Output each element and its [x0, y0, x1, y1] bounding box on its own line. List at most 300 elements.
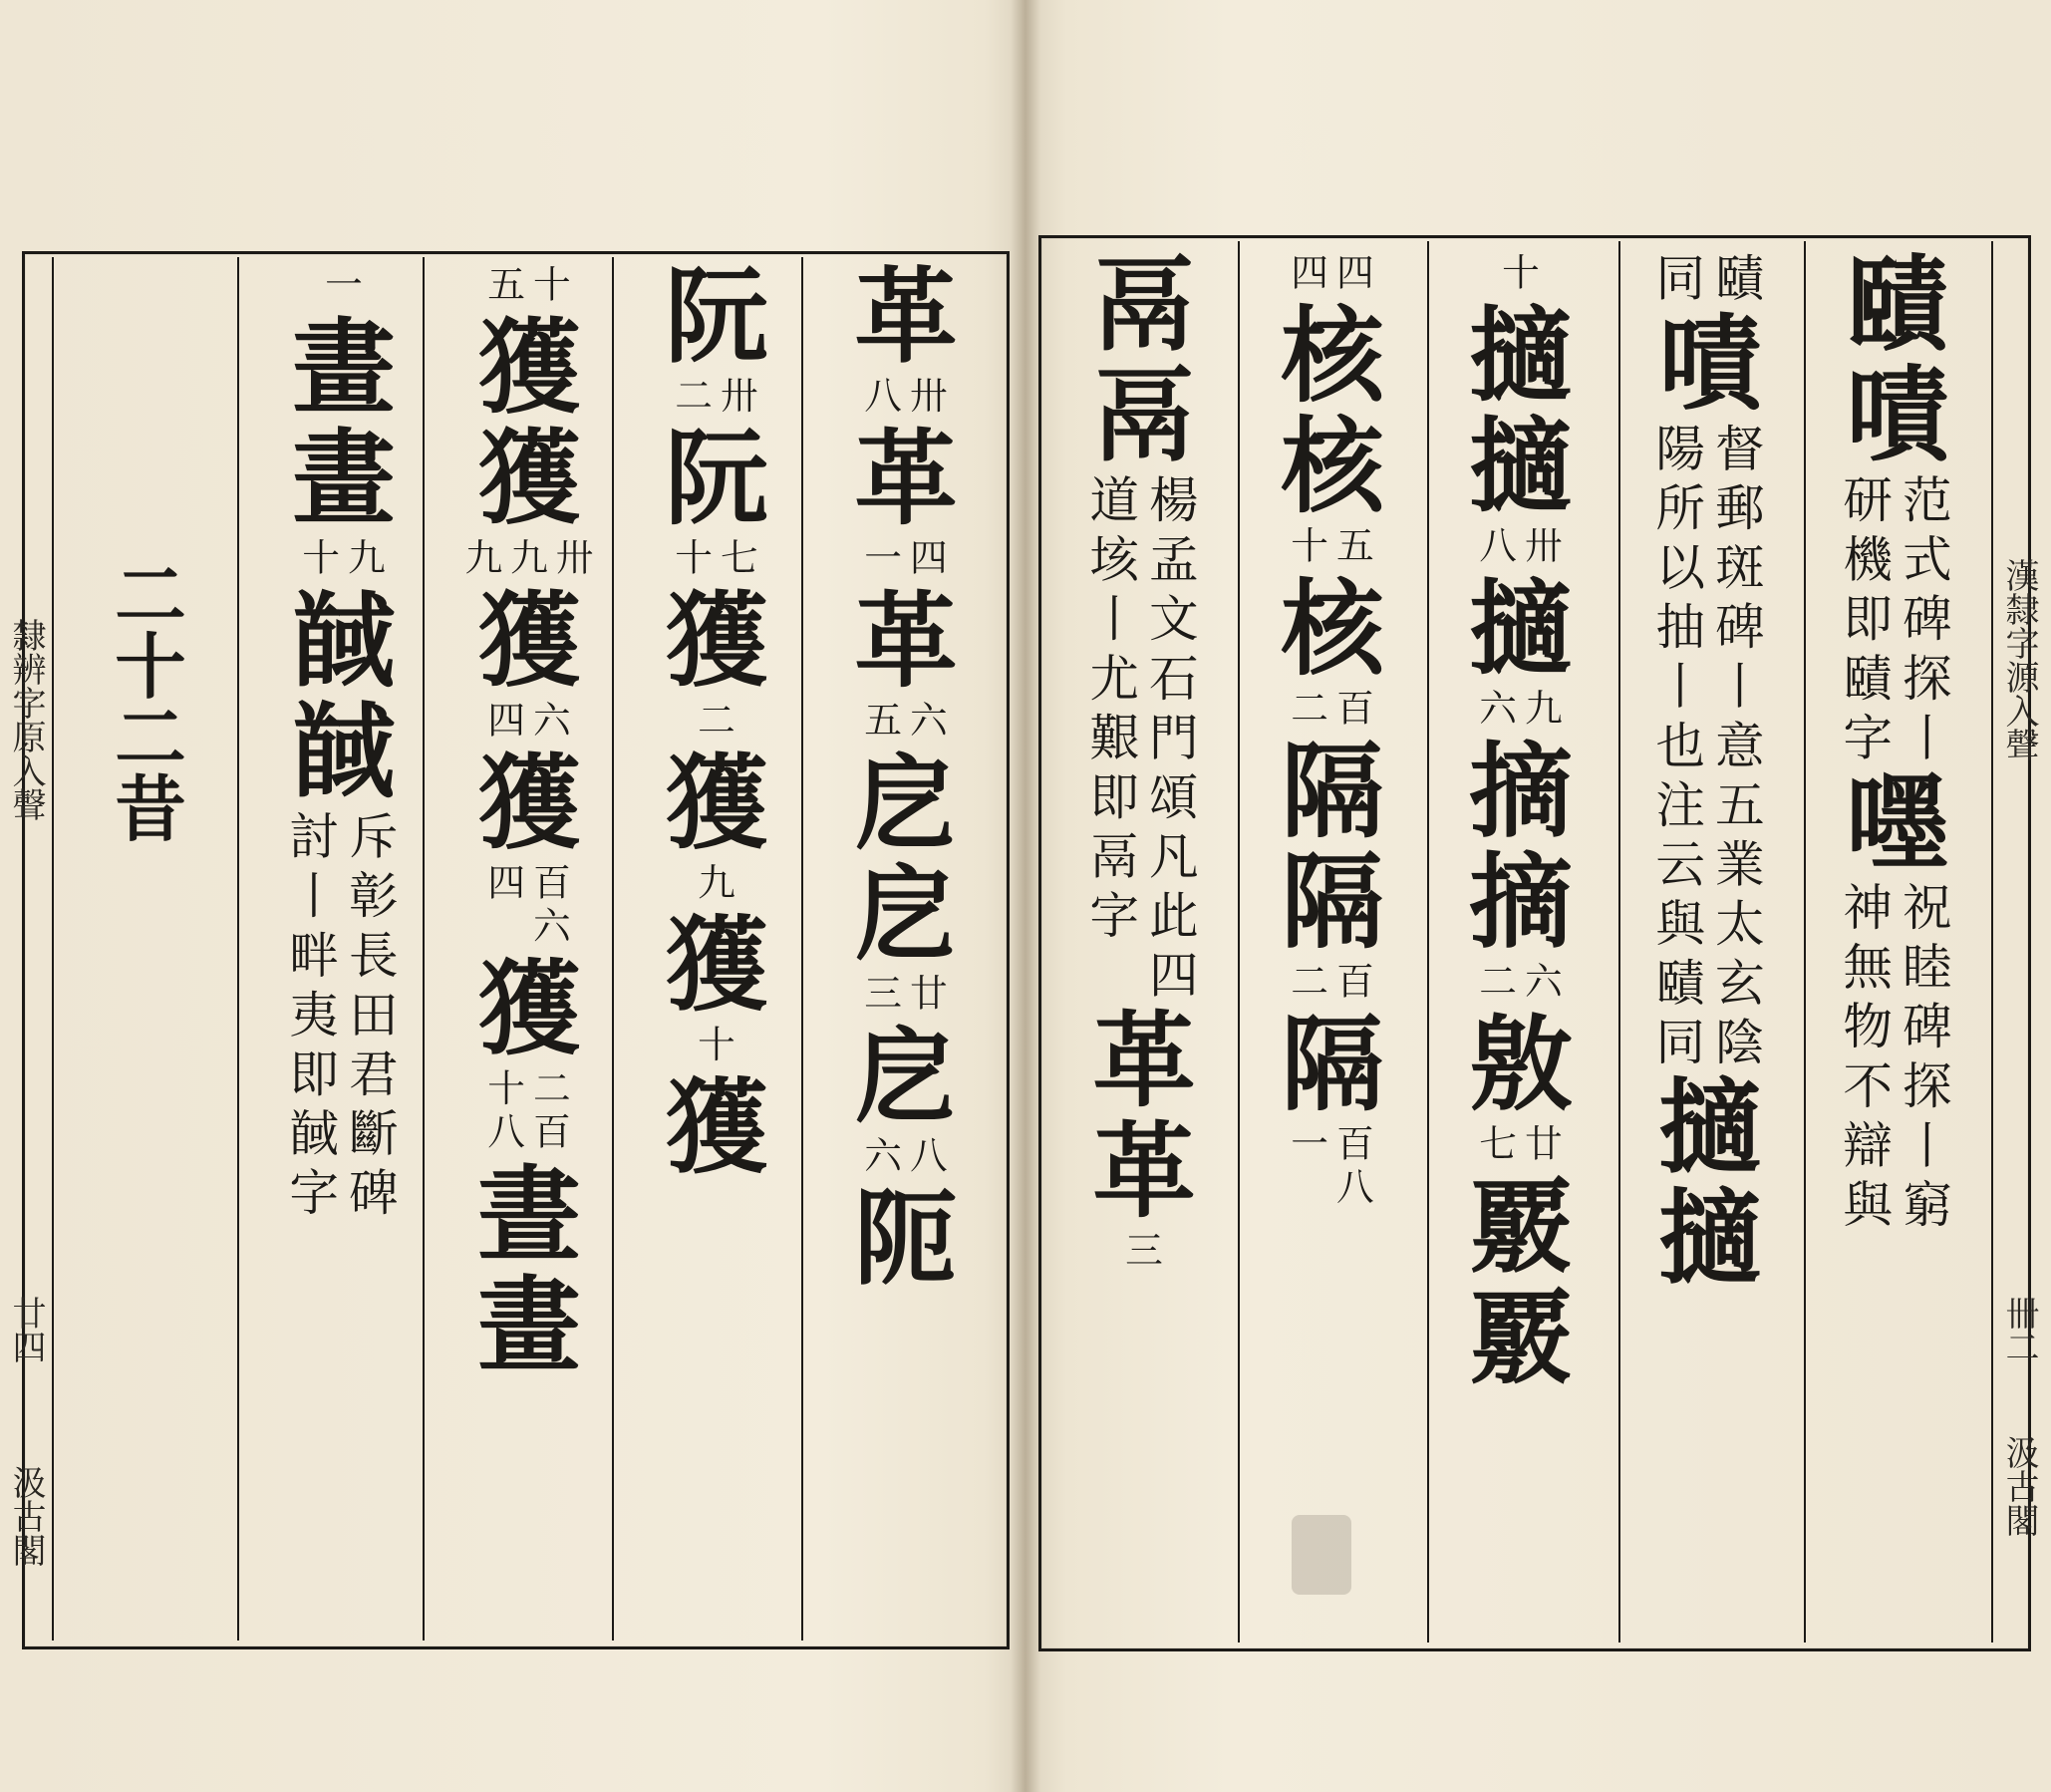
right-col4-glyph: 隔: [1281, 730, 1384, 852]
note-char: 楊: [1148, 471, 1199, 529]
right-col4-anno: [1291, 524, 1373, 568]
right-column-5: [1049, 243, 1240, 1625]
right-col3-entry: [1469, 1003, 1573, 1171]
note-char: 賾: [1714, 249, 1765, 308]
left-col2-anno: [698, 1023, 735, 1066]
note-char: 五: [1714, 776, 1765, 834]
right-col5-note-line: [1149, 470, 1199, 1005]
anno-char: 百: [1335, 959, 1374, 1004]
left-margin-press-text: 汲古閣: [6, 1465, 46, 1567]
left-col3-anno-line: [533, 263, 571, 307]
note-char: 賾: [1655, 954, 1706, 1013]
left-col3-anno-line: [556, 536, 594, 580]
right-col4-entry: [1281, 405, 1384, 574]
right-col4-anno: [1291, 687, 1373, 731]
anno-char: 百: [1335, 1121, 1374, 1166]
left-col2-anno-line: [675, 536, 713, 580]
right-col4-anno-line: [1336, 687, 1374, 731]
left-margin-title-text: 隸辨字原入聲: [6, 618, 46, 821]
left-col3-anno: [487, 263, 570, 307]
left-col3-anno-line: [510, 536, 548, 580]
anno-char: 卅: [720, 374, 758, 418]
note-char: 業: [1714, 835, 1765, 894]
right-col4-anno: [1291, 960, 1373, 1004]
right-col1-b-entry: [1846, 761, 1949, 884]
right-col4-entry: [1281, 840, 1384, 1010]
anno-char: 三: [1125, 1228, 1163, 1273]
note-char: 長: [348, 927, 399, 985]
right-col3-anno-line: [1479, 524, 1517, 568]
left-col4-glyph: 馘: [292, 579, 396, 702]
right-col3-glyph: 敫: [1469, 1003, 1573, 1125]
note-char: 督: [1714, 420, 1765, 478]
note-char: 玄: [1714, 954, 1765, 1013]
right-col1-note-top-line: [1903, 470, 1952, 767]
note-char: 垓: [1089, 530, 1140, 589]
left-col3-anno: [487, 1066, 570, 1153]
left-col2-anno-line: [721, 536, 758, 580]
right-col3-anno-line: [1479, 687, 1517, 731]
left-col4-entry: [292, 579, 396, 702]
note-char: 馘: [289, 1104, 340, 1163]
right-margin-press: [1999, 1435, 2039, 1537]
note-char: 丨: [1655, 658, 1706, 716]
left-col4-anno: [302, 536, 385, 580]
left-column-4: [252, 261, 437, 1627]
anno-char: 四: [487, 860, 526, 905]
left-col2-glyph: 阮: [665, 417, 768, 539]
anno-char: 五: [487, 262, 526, 307]
right-col4-entry: [1281, 249, 1384, 417]
left-column-3: [438, 261, 622, 1627]
right-col4-glyph: 核: [1281, 294, 1384, 417]
left-col3-anno-line: [487, 861, 525, 948]
note-char: 文: [1148, 590, 1199, 649]
left-col3-glyph: 獲: [477, 579, 581, 702]
right-col5-b-glyph: 革: [1092, 1109, 1196, 1232]
anno-char: 八: [1479, 524, 1518, 568]
note-char: 窮: [1902, 1176, 1952, 1234]
left-col3-glyph: 畫: [477, 1264, 581, 1386]
right-col3-entry: [1469, 249, 1573, 417]
anno-char: 七: [1479, 1121, 1518, 1166]
anno-char: 十: [487, 1066, 526, 1110]
note-char: 字: [1843, 709, 1894, 767]
left-col2-anno: [675, 374, 757, 418]
left-col3-anno-line: [487, 1066, 525, 1153]
left-margin-press: [6, 1465, 46, 1567]
note-char: 艱: [1089, 709, 1140, 767]
left-col2-anno: [698, 861, 735, 905]
note-char: 丨: [1714, 658, 1765, 716]
left-col1-entry: [854, 852, 958, 1022]
right-rule-5: [1991, 241, 1993, 1643]
right-col3-glyph: 擿: [1469, 294, 1573, 417]
left-col4-note-line: [349, 807, 399, 1223]
left-col4-entry: [292, 261, 396, 429]
left-col2-glyph: 獲: [665, 579, 768, 702]
right-col1-glyph: 賾: [1846, 243, 1949, 366]
right-col3-anno-line: [1525, 960, 1563, 1004]
note-char: 彰: [348, 867, 399, 926]
right-col5-note: [1089, 470, 1198, 1005]
note-char: 田: [348, 986, 399, 1045]
note-char: 斑: [1714, 538, 1765, 597]
right-col3-anno-line: [1479, 960, 1517, 1004]
seal-stamp: [1292, 1515, 1351, 1595]
note-char: 機: [1843, 530, 1894, 589]
right-col3-anno-line: [1525, 1122, 1563, 1166]
anno-char: 六: [864, 1133, 903, 1178]
anno-char: 三: [864, 971, 903, 1016]
anno-char: 九: [698, 860, 735, 905]
right-col4-anno-line: [1291, 960, 1328, 1004]
anno-char: 九: [1524, 686, 1563, 731]
right-col2-b-glyph: 擿: [1658, 1066, 1762, 1189]
left-col1-anno-line: [864, 374, 902, 418]
left-col3-glyph: 獲: [477, 947, 581, 1070]
left-margin-folio-text: 廿四: [6, 1296, 46, 1363]
anno-char: 卅: [555, 535, 594, 580]
left-col2-anno: [698, 699, 735, 743]
left-col2-anno-line: [698, 699, 735, 743]
anno-char: 五: [1335, 524, 1374, 568]
anno-char: 八: [909, 1133, 948, 1178]
note-char: 此: [1148, 887, 1199, 945]
right-col3-anno: [1479, 1122, 1562, 1166]
anno-char: 七: [720, 535, 758, 580]
anno-char: 卅: [909, 374, 948, 418]
left-col1-anno-line: [910, 972, 948, 1016]
left-col1-anno-line: [910, 1134, 948, 1178]
left-col3-anno: [487, 699, 570, 743]
anno-char: 六: [1479, 686, 1518, 731]
anno-char: 百: [532, 860, 571, 905]
note-char: 孟: [1148, 530, 1199, 589]
anno-char: 六: [1524, 959, 1563, 1004]
left-col2-entry: [665, 417, 768, 586]
left-col3-anno-line: [487, 263, 525, 307]
note-char: 討: [289, 807, 340, 866]
right-col2-b-glyph: 擿: [1658, 1177, 1762, 1300]
right-column-4: [1241, 249, 1425, 1625]
note-char: 神: [1843, 879, 1894, 937]
note-char: 斥: [348, 807, 399, 866]
left-col2-anno-line: [698, 861, 735, 905]
right-col2-note-mid-line: [1655, 420, 1705, 1072]
left-col1-anno: [864, 1134, 947, 1178]
note-char: 碑: [1714, 598, 1765, 657]
note-char: 君: [348, 1045, 399, 1103]
left-col1-anno: [864, 972, 947, 1016]
anno-char: 六: [532, 904, 571, 948]
left-col4-anno-line: [325, 263, 363, 307]
right-col4-entry: [1281, 567, 1384, 737]
right-col4-anno-line: [1291, 687, 1328, 731]
right-col5-entry: [1092, 354, 1196, 476]
note-char: 夷: [289, 986, 340, 1045]
right-margin-title-text: 漢隸字源入聲: [1999, 558, 2039, 761]
note-char: 式: [1902, 530, 1952, 589]
note-char: 陽: [1655, 420, 1706, 478]
right-column-1: [1805, 243, 1991, 1625]
note-char: 所: [1655, 479, 1706, 537]
left-col3-glyph: 獲: [477, 306, 581, 429]
anno-char: 九: [464, 535, 503, 580]
right-col2-note-mid: [1655, 420, 1764, 1072]
note-char: 四: [1148, 946, 1199, 1005]
right-col3-anno: [1479, 524, 1562, 568]
note-char: 注: [1655, 776, 1706, 834]
right-col3-anno: [1479, 960, 1562, 1004]
left-col4-note-line: [289, 807, 339, 1223]
note-char: 丨: [1902, 709, 1952, 767]
left-col3-anno-line: [533, 1066, 571, 1153]
right-col1-note-bottom-line: [1843, 878, 1893, 1234]
note-char: 與: [1655, 895, 1706, 953]
anno-char: 十: [532, 262, 571, 307]
left-col3-anno: [464, 536, 593, 580]
right-col3-glyph: 摘: [1469, 840, 1573, 963]
right-col1-b-glyph: 嚜: [1846, 761, 1949, 884]
right-col4-entry: [1281, 730, 1384, 852]
note-char: 鬲: [1089, 827, 1140, 886]
right-col4-glyph: 核: [1281, 567, 1384, 690]
note-char: 云: [1655, 835, 1706, 894]
right-col4-glyph: 隔: [1281, 840, 1384, 963]
left-col3-entry: [464, 417, 594, 586]
right-col5-b-entry: [1092, 1109, 1196, 1279]
note-char: 抽: [1655, 598, 1706, 657]
left-col4-entry: [292, 417, 396, 586]
right-col3-entry: [1469, 730, 1573, 852]
right-col5-b-anno: [1125, 1229, 1163, 1273]
right-col4-glyph: 隔: [1281, 1003, 1384, 1125]
anno-char: 四: [487, 698, 526, 743]
note-char: 丨: [1902, 1116, 1952, 1175]
left-col1-entry: [854, 742, 958, 864]
right-col2-note-head-line: [1655, 249, 1705, 309]
left-column-2: [623, 255, 811, 1627]
right-col5-glyph: 鬲: [1092, 354, 1196, 476]
right-col3-glyph: 摘: [1469, 730, 1573, 852]
left-col1-glyph: 戹: [854, 742, 958, 864]
left-col4-anno: [325, 263, 363, 307]
note-char: 睦: [1902, 938, 1952, 997]
right-col3-anno-line: [1525, 687, 1563, 731]
note-char: 與: [1843, 1176, 1894, 1234]
right-col4-entry: [1281, 1003, 1384, 1215]
right-col3-entry: [1469, 1165, 1573, 1288]
left-col1-anno-line: [864, 1134, 902, 1178]
anno-char: 六: [909, 698, 948, 743]
anno-char: 一: [864, 535, 903, 580]
left-col1-glyph: 戹: [854, 1015, 958, 1137]
left-col2-entry: [665, 904, 768, 1072]
right-col5-note-line: [1089, 470, 1139, 1005]
right-col5-glyph: 鬲: [1092, 243, 1196, 366]
note-char: 碑: [1902, 998, 1952, 1056]
right-col4-anno-line: [1336, 960, 1374, 1004]
left-col4-glyph: 畫: [292, 306, 396, 429]
left-col2-anno-line: [675, 374, 713, 418]
left-col3-anno-line: [533, 699, 571, 743]
right-col2-glyph: 嘖: [1658, 302, 1762, 425]
anno-char: 九: [347, 535, 386, 580]
anno-char: 百: [532, 1109, 571, 1154]
note-char: 物: [1843, 998, 1894, 1056]
right-col1-note-top-line: [1843, 470, 1893, 767]
left-col3-entry: [477, 579, 581, 748]
anno-char: 六: [532, 698, 571, 743]
left-col2-anno-line: [698, 1023, 735, 1066]
right-col1-entry: [1846, 354, 1949, 476]
right-margin-folio-text: 卌二: [1999, 1296, 2039, 1363]
anno-char: 廿: [1524, 1121, 1563, 1166]
anno-char: 一: [1291, 1121, 1329, 1166]
note-char: 祝: [1902, 879, 1952, 937]
left-col1-anno: [864, 374, 947, 418]
left-col1-glyph: 戹: [854, 852, 958, 975]
left-col2-anno: [675, 536, 757, 580]
left-col3-anno-line: [464, 536, 502, 580]
left-margin-title: [6, 618, 46, 821]
right-col1-entry: [1846, 243, 1949, 366]
left-col1-anno-line: [864, 699, 902, 743]
left-col1-glyph: 革: [854, 579, 958, 702]
note-char: 意: [1714, 717, 1765, 775]
left-col2-glyph: 獲: [665, 1066, 768, 1189]
left-col1-anno-line: [864, 536, 902, 580]
right-col3-anno: [1479, 687, 1562, 731]
right-col3-entry: [1469, 405, 1573, 574]
right-col4-anno-line: [1291, 1122, 1328, 1209]
note-char: 同: [1655, 249, 1706, 308]
left-col3-entry: [477, 742, 581, 953]
anno-char: 二: [1291, 959, 1329, 1004]
left-col2-entry: [665, 255, 768, 424]
note-char: 斷: [348, 1104, 399, 1163]
right-col4-anno-line: [1336, 1122, 1374, 1209]
right-col5-b-glyph: 革: [1092, 999, 1196, 1121]
left-col1-anno-line: [864, 972, 902, 1016]
note-char: 字: [289, 1164, 340, 1222]
left-count-column: [53, 261, 237, 1627]
right-col4-anno-line: [1291, 524, 1328, 568]
right-page: [1032, 0, 2051, 1792]
right-margin-title: [1999, 558, 2039, 761]
note-char: 即: [289, 1045, 340, 1103]
right-col4-anno-line: [1336, 251, 1374, 295]
note-char: 碑: [1902, 590, 1952, 649]
right-col1-note-top: [1843, 470, 1951, 767]
left-columns: [52, 255, 1001, 1637]
right-col3-entry: [1469, 567, 1573, 737]
note-char: 探: [1902, 1057, 1952, 1115]
right-col3-entry: [1469, 840, 1573, 1010]
right-margin-press-text: 汲古閣: [1999, 1435, 2039, 1537]
anno-char: 四: [1291, 250, 1329, 295]
right-col3-glyph: 擿: [1469, 567, 1573, 690]
left-col3-entry: [477, 1264, 581, 1386]
left-col2-anno-line: [721, 374, 758, 418]
left-col1-anno: [864, 699, 947, 743]
note-char: 頌: [1148, 768, 1199, 826]
note-char: 碑: [348, 1164, 399, 1222]
right-column-2: [1617, 249, 1804, 1625]
left-col2-glyph: 獲: [665, 742, 768, 864]
left-col1-entry: [854, 417, 958, 586]
right-col1-note-bottom-line: [1903, 878, 1952, 1234]
note-char: 賾: [1843, 650, 1894, 708]
note-char: 石: [1148, 650, 1199, 708]
right-columns: [1048, 243, 1991, 1635]
anno-char: 百: [1335, 686, 1374, 731]
right-col2-note-mid-line: [1715, 420, 1765, 1072]
anno-char: 八: [864, 374, 903, 418]
right-col4-anno: [1291, 1122, 1373, 1209]
right-col4-anno-line: [1291, 251, 1328, 295]
left-col1-anno-line: [910, 536, 948, 580]
note-char: 范: [1902, 471, 1952, 529]
left-col1-entry: [854, 579, 958, 748]
right-col2-b-entry: [1658, 1177, 1762, 1300]
left-margin-folio: [6, 1296, 46, 1363]
note-char: 也: [1655, 717, 1706, 775]
note-char: 尤: [1089, 650, 1140, 708]
note-char: 道: [1089, 471, 1140, 529]
anno-char: 二: [532, 1066, 571, 1110]
left-col1-anno: [864, 536, 947, 580]
note-char: 丨: [1089, 590, 1140, 649]
anno-char: 二: [1479, 959, 1518, 1004]
left-col1-glyph: 阨: [854, 1177, 958, 1300]
left-col2-glyph: 阮: [665, 255, 768, 378]
anno-char: 一: [325, 262, 363, 307]
right-col4-anno: [1291, 251, 1373, 295]
left-col3-anno-line: [533, 861, 571, 948]
left-col1-glyph: 革: [854, 255, 958, 378]
note-char: 以: [1655, 538, 1706, 597]
left-col1-anno-line: [910, 374, 948, 418]
right-col3-anno-line: [1479, 1122, 1517, 1166]
left-col2-entry: [665, 1066, 768, 1189]
right-col1-glyph: 嘖: [1846, 354, 1949, 476]
note-char: 門: [1148, 709, 1199, 767]
anno-char: 二: [698, 698, 735, 743]
note-char: 畔: [289, 927, 340, 985]
left-col3-glyph: 晝: [477, 1153, 581, 1276]
right-column-3: [1426, 249, 1616, 1625]
right-col3-glyph: 覈: [1469, 1276, 1573, 1398]
note-char: 丨: [289, 867, 340, 926]
anno-char: 八: [1335, 1165, 1374, 1210]
anno-char: 十: [302, 535, 341, 580]
anno-char: 二: [675, 374, 714, 418]
note-char: 探: [1902, 650, 1952, 708]
anno-char: 十: [1502, 250, 1540, 295]
left-col4-entry: [292, 690, 396, 812]
right-col4-glyph: 核: [1281, 405, 1384, 527]
left-col3-anno-line: [487, 699, 525, 743]
right-col2-b-entry: [1658, 1066, 1762, 1189]
note-char: 太: [1714, 895, 1765, 953]
anno-char: 十: [1291, 524, 1329, 568]
right-col3-glyph: 覈: [1469, 1165, 1573, 1288]
anno-char: 十: [675, 535, 714, 580]
right-col1-note-bottom: [1843, 878, 1951, 1234]
anno-char: 九: [510, 535, 548, 580]
